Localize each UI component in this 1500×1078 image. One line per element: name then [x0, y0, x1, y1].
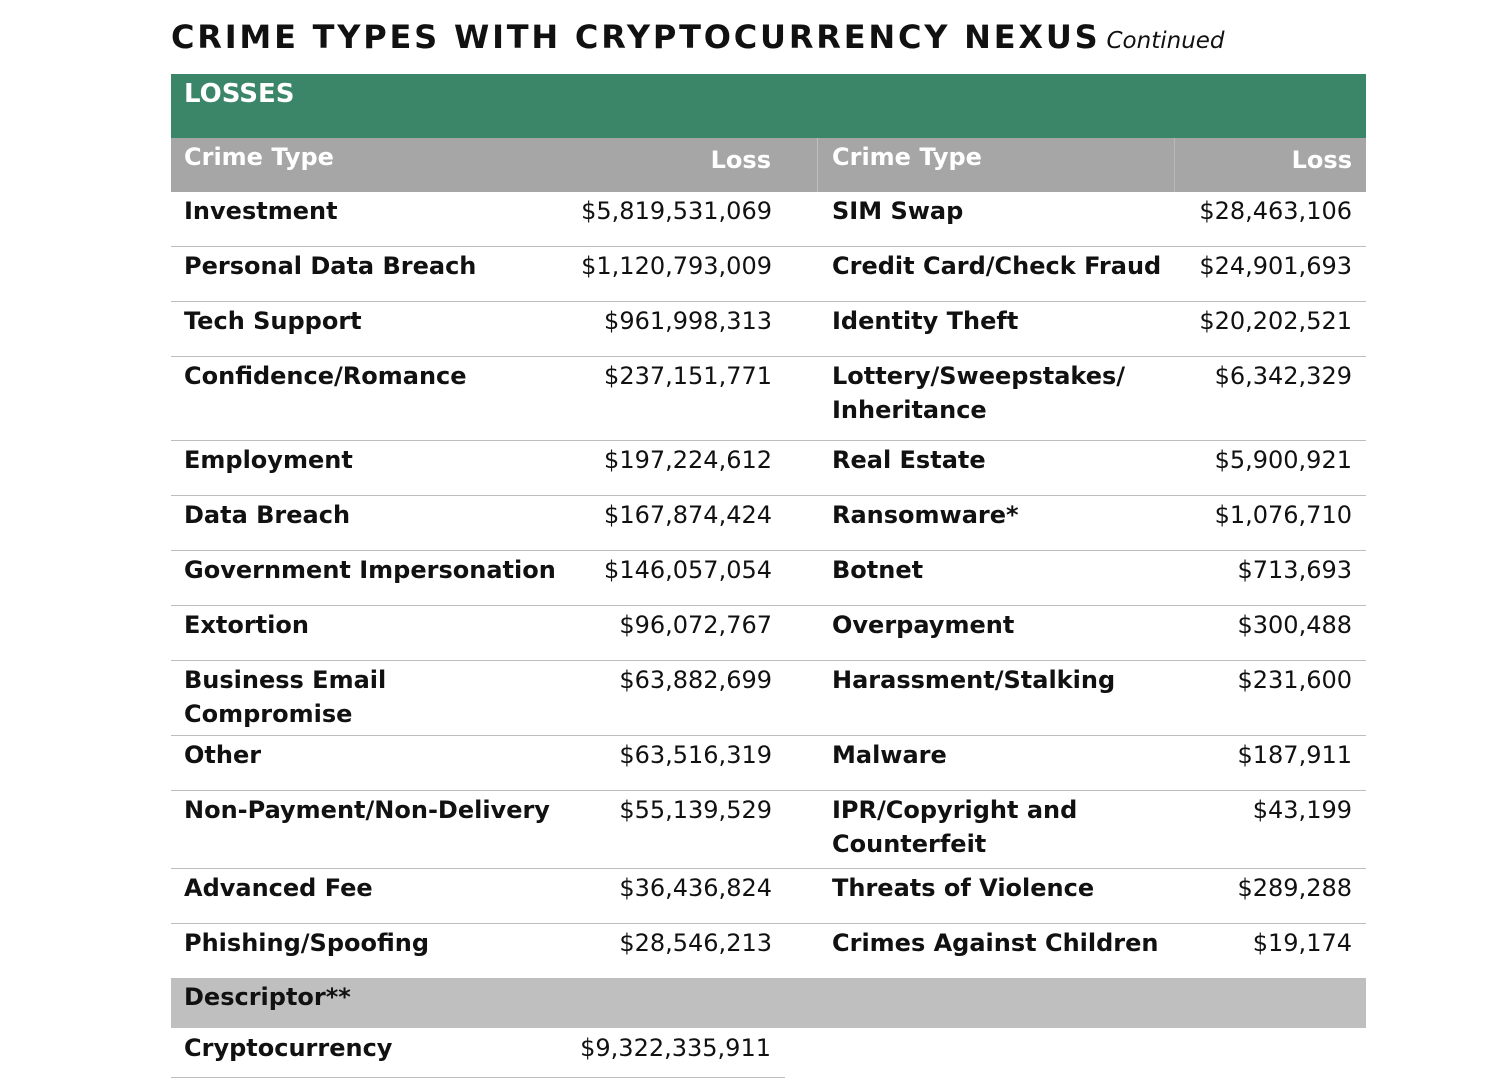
losses-table: [171, 74, 1366, 1078]
loss-left-cell: $167,874,424: [604, 501, 772, 529]
crime-type-right-cell: Lottery/Sweepstakes/ Inheritance: [832, 362, 1126, 424]
crime-type-left-cell: Extortion: [184, 611, 309, 639]
loss-left-cell: $237,151,771: [604, 362, 772, 390]
table-row: [171, 496, 1366, 551]
crime-type-left-cell: Employment: [184, 446, 353, 474]
crime-type-left-cell: Non-Payment/Non-Delivery: [184, 796, 550, 824]
loss-left-cell: $28,546,213: [619, 929, 772, 957]
crime-type-left-cell: Data Breach: [184, 501, 351, 529]
table-row: [171, 736, 1366, 791]
loss-left-cell: $55,139,529: [619, 796, 772, 824]
descriptor-header: [171, 979, 1366, 1028]
descriptor-label: Descriptor**: [184, 983, 351, 1011]
loss-right-cell: $289,288: [1237, 874, 1352, 902]
loss-left-cell: $197,224,612: [604, 446, 772, 474]
page-title: [171, 18, 1225, 64]
loss-left-cell: $5,819,531,069: [581, 197, 772, 225]
crime-type-left-cell: Advanced Fee: [184, 874, 373, 902]
loss-right-cell: $6,342,329: [1214, 362, 1352, 390]
loss-right-cell: $43,199: [1252, 796, 1352, 824]
column-header-row: [171, 138, 1366, 192]
descriptor-loss: $9,322,335,911: [580, 1034, 771, 1062]
column-header-loss-right: Loss: [1291, 146, 1352, 174]
table-row: [171, 357, 1366, 441]
table-row: [171, 551, 1366, 606]
crime-type-right-cell: Real Estate: [832, 446, 986, 474]
loss-right-cell: $713,693: [1237, 556, 1352, 584]
loss-right-cell: $28,463,106: [1199, 197, 1352, 225]
crime-type-left-cell: Investment: [184, 197, 338, 225]
loss-left-cell: $63,882,699: [619, 666, 772, 694]
table-row: [171, 441, 1366, 496]
crime-type-right-cell: SIM Swap: [832, 197, 964, 225]
crime-type-right-cell: IPR/Copyright and Counterfeit: [832, 796, 1078, 858]
crime-type-left-cell: Phishing/Spoofing: [184, 929, 430, 957]
title-subtitle: Continued: [1106, 28, 1225, 54]
descriptor-crime-type: Cryptocurrency: [184, 1034, 393, 1062]
crime-type-left-cell: Government Impersonation: [184, 556, 556, 584]
loss-left-cell: $961,998,313: [604, 307, 772, 335]
crime-type-right-cell: Identity Theft: [832, 307, 1019, 335]
loss-right-cell: $187,911: [1237, 741, 1352, 769]
loss-left-cell: $1,120,793,009: [581, 252, 772, 280]
crime-type-left-cell: Business Email Compromise: [184, 666, 387, 728]
crime-type-left-cell: Personal Data Breach: [184, 252, 477, 280]
table-row: [171, 192, 1366, 247]
crime-type-right-cell: Overpayment: [832, 611, 1015, 639]
loss-right-cell: $20,202,521: [1199, 307, 1352, 335]
loss-right-cell: $231,600: [1237, 666, 1352, 694]
crime-type-right-cell: Malware: [832, 741, 947, 769]
loss-right-cell: $5,900,921: [1214, 446, 1352, 474]
crime-type-right-cell: Ransomware*: [832, 501, 1019, 529]
loss-left-cell: $146,057,054: [604, 556, 772, 584]
loss-right-cell: $24,901,693: [1199, 252, 1352, 280]
crime-type-right-cell: Credit Card/Check Fraud: [832, 252, 1162, 280]
table-row: [171, 302, 1366, 357]
loss-left-cell: $63,516,319: [619, 741, 772, 769]
crime-type-right-cell: Harassment/Stalking: [832, 666, 1116, 694]
table-row: [171, 606, 1366, 661]
descriptor-row: [171, 1028, 785, 1078]
crime-type-left-cell: Tech Support: [184, 307, 362, 335]
crime-type-right-cell: Crimes Against Children: [832, 929, 1159, 957]
crime-type-right-cell: Botnet: [832, 556, 924, 584]
crime-type-right-cell: Threats of Violence: [832, 874, 1095, 902]
section-header-losses: [171, 74, 1366, 138]
table-row: [171, 791, 1366, 869]
column-header-crime-type-right: Crime Type: [818, 138, 1175, 192]
loss-left-cell: $36,436,824: [619, 874, 772, 902]
table-row: [171, 247, 1366, 302]
crime-type-left-cell: Confidence/Romance: [184, 362, 467, 390]
table-row: [171, 661, 1366, 736]
table-body: [171, 192, 1366, 979]
title-main: CRIME TYPES WITH CRYPTOCURRENCY NEXUS: [171, 18, 1101, 56]
table-row: [171, 869, 1366, 924]
loss-right-cell: $300,488: [1237, 611, 1352, 639]
section-label: LOSSES: [184, 79, 295, 109]
loss-right-cell: $19,174: [1252, 929, 1352, 957]
crime-type-left-cell: Other: [184, 741, 262, 769]
table-row: [171, 924, 1366, 979]
column-header-crime-type-left: Crime Type: [184, 143, 334, 171]
column-header-loss-left: Loss: [561, 138, 818, 192]
loss-right-cell: $1,076,710: [1214, 501, 1352, 529]
loss-left-cell: $96,072,767: [619, 611, 772, 639]
